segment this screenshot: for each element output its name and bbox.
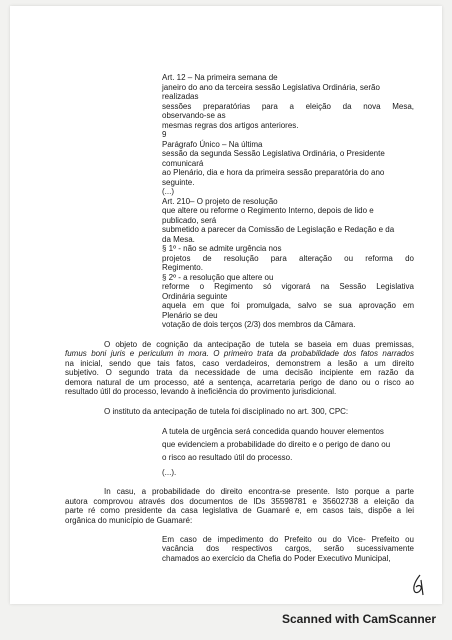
citation-line: (...). (162, 468, 177, 477)
citation-line: o risco ao resultado útil do processo. (162, 453, 293, 462)
quote-line: 9 (162, 130, 167, 139)
body-line: O objeto de cognição da antecipação de tutela se baseia em duas premissas, (104, 340, 414, 349)
body-line: fumus boni juris e periculum in mora. O primeiro trata da probabilidade dos fatos narrados (65, 349, 414, 358)
body-line: demora natural de um processo, até a sentença, acarretaria perigo de dano ou o risco ao (65, 378, 414, 387)
quote-line: submetido a parecer da Comissão de Legislação e Redação e da (162, 225, 395, 234)
quote-line: Art. 210– O projeto de resolução (162, 197, 278, 206)
quote-line: § 2º - a resolução que altere ou (162, 273, 274, 282)
quote-line: que altere ou reforme o Regimento Interno, depois de lido e (162, 206, 374, 215)
body-line: In casu, a probabilidade do direito encontra-se presente. Isto porque a parte (104, 487, 414, 496)
quote-line: Art. 12 – Na primeira semana de (162, 73, 278, 82)
citation-line: que evidenciem a probabilidade do direito e o perigo de dano ou (162, 440, 391, 449)
quote-line: sessão da segunda Sessão Legislativa Ordinária, o Presidente (162, 149, 385, 158)
citation-line: A tutela de urgência será concedida quando houver elementos (162, 427, 384, 436)
quote-line: observando-se as (162, 111, 226, 120)
quote-line: seguinte. (162, 178, 195, 187)
quote-line: § 1º - não se admite urgência nos (162, 244, 282, 253)
citation-line: vacância dos respectivos cargos, serão sucessivamente (162, 544, 414, 553)
document-page (10, 6, 442, 604)
quote-line: realizadas (162, 92, 199, 101)
quote-line: da Mesa. (162, 235, 195, 244)
body-line: orgânica do município de Guamaré: (65, 516, 193, 525)
quote-line: mesmas regras dos artigos anteriores. (162, 121, 299, 130)
body-line: parte ré como presidente da casa legislativa de Guamaré e, em casos tais, dispõe a lei (65, 506, 414, 515)
quote-line: reforme o Regimento só vigorará na Sessão Legislativa (162, 282, 414, 291)
body-line: autora comprovou através dos documentos de IDs 35598781 e 35602738 a eleição da (65, 497, 414, 506)
quote-line: publicado, será (162, 216, 217, 225)
quote-line: Regimento. (162, 263, 203, 272)
quote-line: (...) (162, 187, 174, 196)
citation-line: Em caso de impedimento do Prefeito ou do Vice- Prefeito ou (162, 535, 414, 544)
quote-line: Parágrafo Único – Na última (162, 140, 263, 149)
quote-line: Ordinária seguinte (162, 292, 228, 301)
quote-line: projetos de resolução para alteração ou reforma do (162, 254, 414, 263)
quote-line: comunicará (162, 159, 204, 168)
quote-line: ao Plenário, dia e hora da primeira sessão preparatória do ano (162, 168, 385, 177)
quote-line: janeiro do ano da terceira sessão Legislativa Ordinária, serão (162, 83, 380, 92)
body-line: na inicial, sendo que tais fatos, caso verdadeiros, demonstrem a lesão a um direito (65, 359, 414, 368)
body-line: subjetivo. O segundo trata da necessidade de uma decisão incipiente em razão da (65, 368, 414, 377)
quote-line: Plenário se deu (162, 311, 218, 320)
quote-line: sessões preparatórias para a eleição da nova Mesa, (162, 102, 414, 111)
signature-mark (410, 574, 426, 596)
scanner-watermark: Scanned with CamScanner (281, 612, 436, 626)
body-line: resultado útil do processo, levando à ineficiência do provimento jurisdicional. (65, 387, 337, 396)
citation-line: chamados ao exercício da Chefia do Poder Executivo Municipal, (162, 554, 391, 563)
body-line: O instituto da antecipação de tutela foi disciplinado no art. 300, CPC: (104, 407, 349, 416)
quote-line: votação de dois terços (2/3) dos membros da Câmara. (162, 320, 356, 329)
quote-line: aquela em que foi promulgada, salvo se sua aprovação em (162, 301, 414, 310)
